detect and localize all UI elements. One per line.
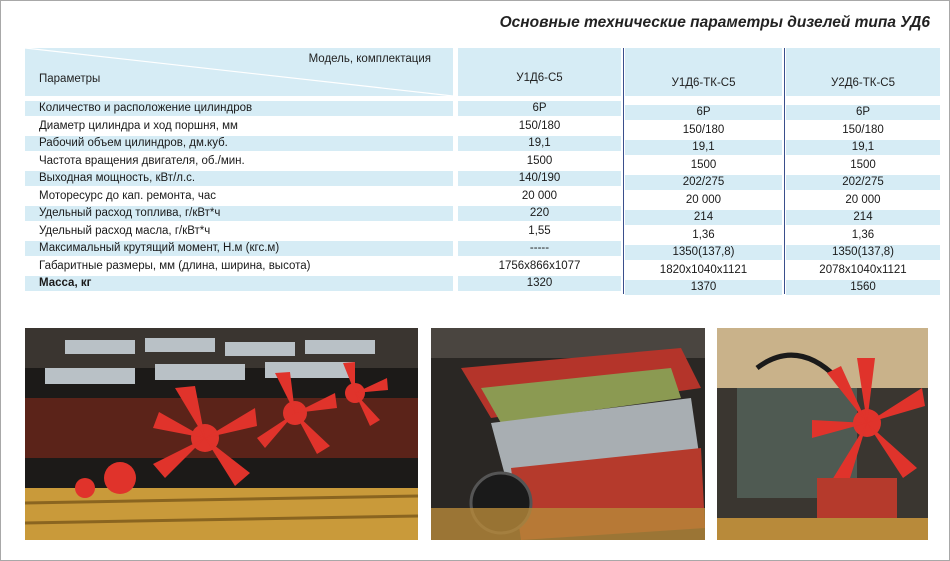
column-divider — [784, 48, 785, 294]
table-row — [25, 154, 940, 171]
table-row — [25, 259, 940, 276]
row-label: Масса, кг — [25, 276, 453, 291]
page-title: Основные технические параметры дизелей типа УД6 — [499, 14, 930, 31]
row-value-model-3: 202/275 — [786, 175, 940, 190]
table-row — [25, 136, 940, 153]
row-label: Максимальный крутящий момент, Н.м (кгс.м) — [25, 241, 453, 256]
row-value-model-2: 150/180 — [682, 123, 725, 136]
row-value-model-2: 19,1 — [625, 140, 782, 155]
row-label: Частота вращения двигателя, об./мин. — [39, 154, 245, 167]
row-value-model-2: 1820x1040x1121 — [659, 263, 748, 276]
row-value-model-3: 150/180 — [842, 123, 884, 136]
row-value-model-1: 6Р — [458, 101, 621, 116]
row-value-model-2: 1370 — [625, 280, 782, 295]
row-value-model-3: 19,1 — [786, 140, 940, 155]
row-value-model-1: 20 000 — [521, 189, 558, 202]
row-label: Удельный расход масла, г/кВт*ч — [39, 224, 211, 237]
table-header — [25, 48, 940, 96]
row-value-model-1: 140/190 — [458, 171, 621, 186]
row-label: Удельный расход топлива, г/кВт*ч — [25, 206, 453, 221]
engine-side-photo — [431, 328, 705, 540]
row-label: Количество и расположение цилиндров — [25, 101, 453, 116]
row-value-model-2: 1,36 — [692, 228, 715, 241]
table-row — [25, 171, 940, 188]
row-value-model-1: 220 — [458, 206, 621, 221]
row-value-model-3: 2078x1040x1121 — [819, 263, 907, 276]
header-corner-cell — [25, 48, 453, 96]
row-value-model-3: 214 — [786, 210, 940, 225]
row-label: Моторесурс до кап. ремонта, час — [39, 189, 216, 202]
row-value-model-2: 202/275 — [625, 175, 782, 190]
row-value-model-3: 20 000 — [845, 193, 881, 206]
table-row — [25, 241, 940, 258]
header-params-label: Параметры — [39, 73, 101, 85]
column-divider — [623, 48, 624, 294]
header-model-1: У1Д6-С5 — [458, 48, 621, 96]
row-label: Рабочий объем цилиндров, дм.куб. — [25, 136, 453, 151]
row-value-model-1: 1320 — [458, 276, 621, 291]
header-model-3: У2Д6-ТК-С5 — [786, 48, 940, 96]
row-value-model-2: 1500 — [690, 158, 717, 171]
row-value-model-3: 1350(137,8) — [786, 245, 940, 260]
row-label: Габаритные размеры, мм (длина, ширина, высота) — [39, 259, 311, 272]
row-value-model-1: 1500 — [526, 154, 553, 167]
row-value-model-3: 1560 — [786, 280, 940, 295]
row-label: Диаметр цилиндра и ход поршня, мм — [39, 119, 238, 132]
row-value-model-3: 6Р — [786, 105, 940, 120]
row-value-model-2: 1350(137,8) — [625, 245, 782, 260]
row-value-model-2: 20 000 — [685, 193, 722, 206]
row-value-model-1: 19,1 — [458, 136, 621, 151]
table-row — [25, 224, 940, 241]
table-row — [25, 119, 940, 136]
table-row — [25, 276, 940, 293]
row-value-model-1: 150/180 — [518, 119, 561, 132]
row-value-model-3: 1,36 — [851, 228, 875, 241]
row-value-model-1: 1,55 — [528, 224, 551, 237]
row-value-model-1: ----- — [458, 241, 621, 256]
header-model-2: У1Д6-ТК-С5 — [625, 48, 782, 96]
row-value-model-3: 1500 — [850, 158, 876, 171]
table-row — [25, 189, 940, 206]
table-row — [25, 101, 940, 118]
row-value-model-2: 214 — [625, 210, 782, 225]
engines-row-photo — [25, 328, 418, 540]
row-label: Выходная мощность, кВт/л.с. — [25, 171, 453, 186]
row-value-model-2: 6Р — [625, 105, 782, 120]
header-model-label: Модель, комплектация — [308, 53, 431, 65]
table-row — [25, 206, 940, 223]
engine-fan-photo — [717, 328, 928, 540]
row-value-model-1: 1756x866x1077 — [498, 259, 581, 272]
